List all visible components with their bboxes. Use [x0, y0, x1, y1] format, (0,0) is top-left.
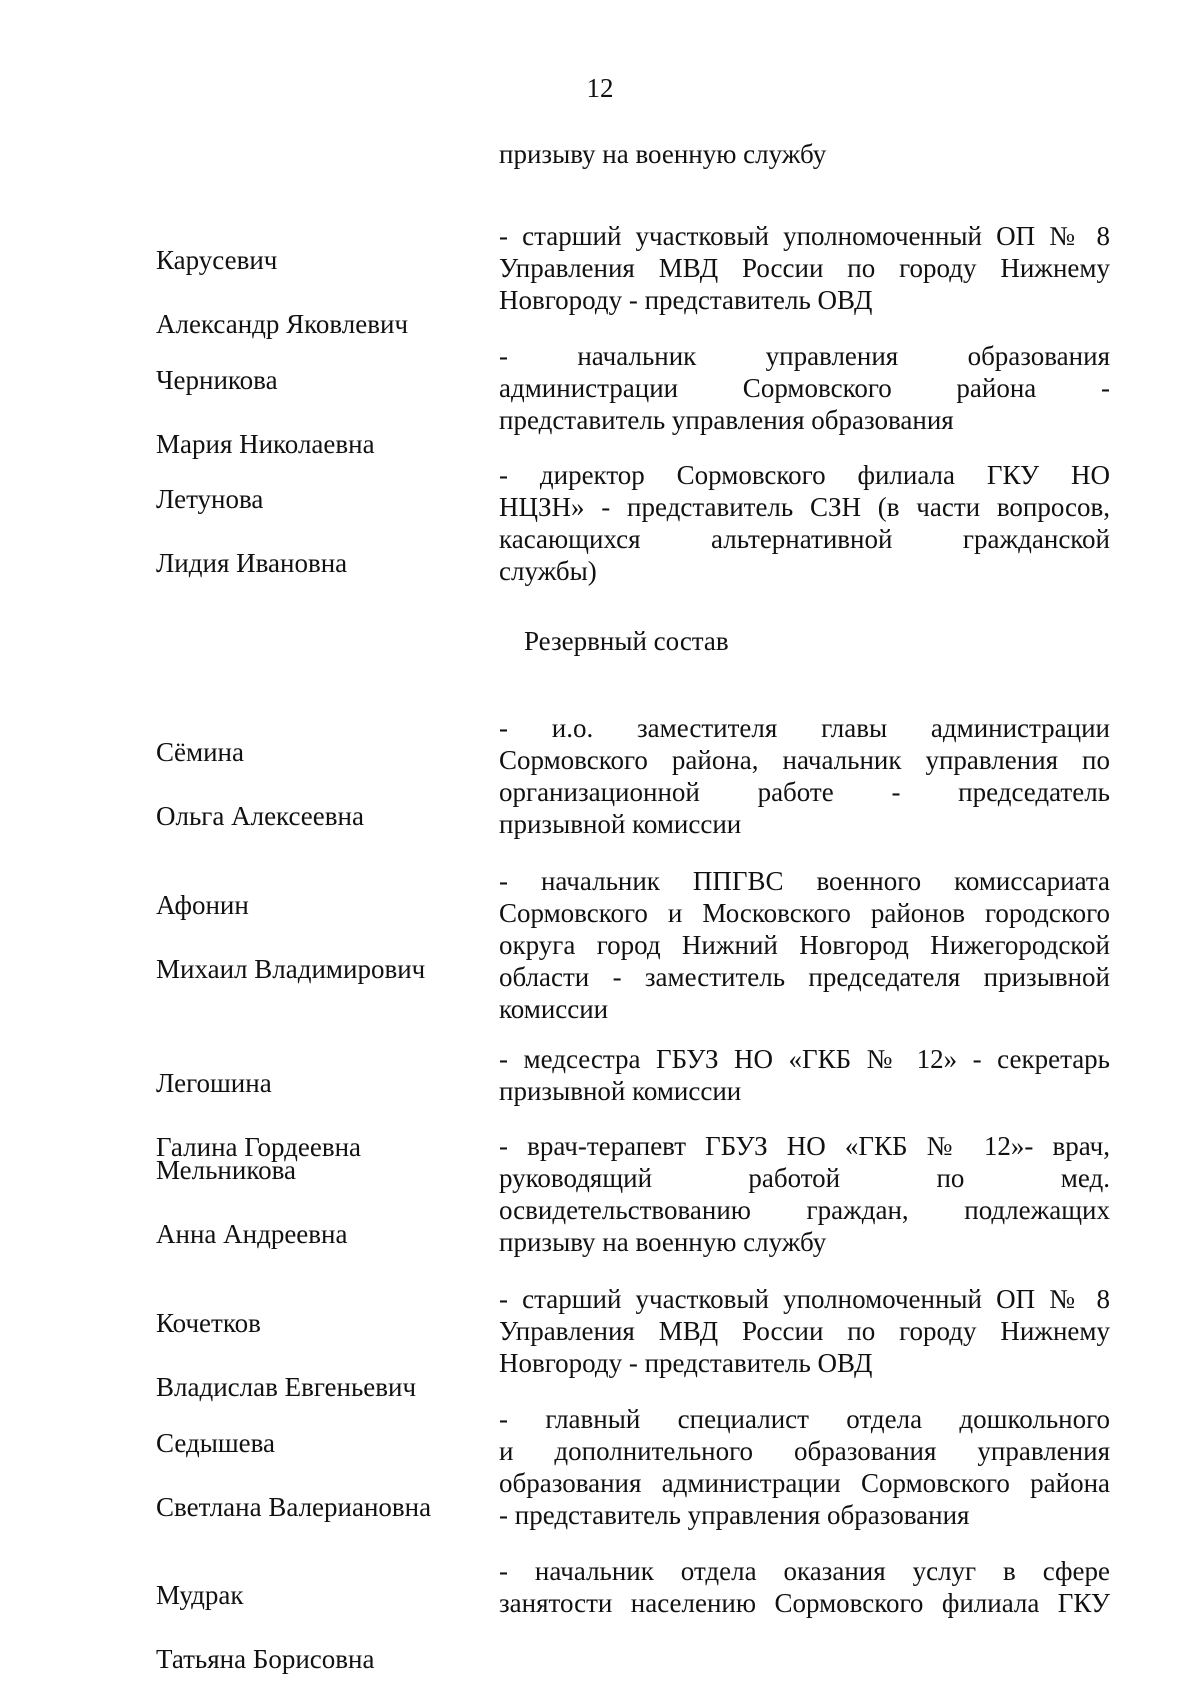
role-line: - начальник управления образования — [499, 341, 1110, 371]
role-line: Новгороду - представитель ОВД — [499, 1348, 873, 1378]
member-surname: Кочетков — [156, 1308, 261, 1338]
role-line: касающихся альтернативной гражданской — [499, 524, 1110, 554]
member-role — [499, 220, 1110, 316]
member-role — [499, 1130, 1110, 1258]
member-name — [156, 1122, 486, 1282]
member-surname: Афонин — [156, 890, 249, 920]
role-line: Новгороду - представитель ОВД — [499, 285, 873, 315]
role-line: руководящий работой по мед. — [499, 1163, 1110, 1193]
role-line: Сормовского района, начальник управления по — [499, 745, 1110, 775]
role-line: администрации Сормовского района - — [499, 373, 1110, 403]
member-surname: Летунова — [156, 484, 264, 514]
member-role — [499, 1403, 1110, 1531]
role-line: Сормовского и Московского районов городского — [499, 898, 1110, 928]
member-given-name: Александр Яковлевич — [156, 309, 409, 339]
role-line: призывной комиссии — [499, 1076, 742, 1106]
member-role — [499, 459, 1110, 587]
member-surname: Черникова — [156, 365, 278, 395]
member-given-name: Мария Николаевна — [156, 429, 375, 459]
member-name — [156, 1395, 486, 1555]
member-role — [499, 1283, 1110, 1379]
role-line: - старший участковый уполномоченный ОП № 8 — [499, 1284, 1110, 1314]
role-line: - главный специалист отдела дошкольного — [499, 1404, 1110, 1434]
member-surname: Сёмина — [156, 737, 244, 767]
member-name — [156, 704, 486, 864]
member-given-name: Ольга Алексеевна — [156, 801, 364, 831]
role-line: представитель управления образования — [499, 405, 954, 435]
role-line: области - заместитель председателя призывной — [499, 962, 1110, 992]
member-name — [156, 857, 486, 1017]
role-line: - директор Сормовского филиала ГКУ НО — [499, 460, 1110, 490]
role-line: призывной комиссии — [499, 809, 742, 839]
role-line: образования администрации Сормовского района — [499, 1468, 1110, 1498]
member-surname: Седышева — [156, 1428, 275, 1458]
role-line: освидетельствованию граждан, подлежащих — [499, 1195, 1110, 1225]
role-line: и дополнительного образования управления — [499, 1436, 1110, 1466]
member-given-name: Анна Андреевна — [156, 1219, 348, 1249]
role-line: - врач-терапевт ГБУЗ НО «ГКБ № 12»- врач, — [499, 1131, 1110, 1161]
member-surname: Карусевич — [156, 245, 278, 275]
member-surname: Мельникова — [156, 1155, 296, 1185]
role-line: округа город Нижний Новгород Нижегородской — [499, 930, 1110, 960]
member-given-name: Владислав Евгеньевич — [156, 1372, 417, 1402]
role-line: призыву на военную службу — [499, 1227, 827, 1257]
role-line: - старший участковый уполномоченный ОП № 8 — [499, 221, 1110, 251]
member-given-name: Лидия Ивановна — [156, 548, 348, 578]
role-line: Управления МВД России по городу Нижнему — [499, 1316, 1110, 1346]
member-name — [156, 1547, 486, 1707]
member-given-name: Светлана Валериановна — [156, 1492, 432, 1522]
member-role — [499, 1555, 1110, 1619]
role-line: - представитель управления образования — [499, 1500, 970, 1530]
page-number: 12 — [586, 73, 614, 103]
member-role — [499, 865, 1110, 1025]
member-surname: Легошина — [156, 1068, 272, 1098]
member-surname: Мудрак — [156, 1580, 244, 1610]
role-line: - начальник отдела оказания услуг в сфере — [499, 1556, 1110, 1586]
member-name — [156, 451, 486, 611]
role-line: - начальник ППГВС военного комиссариата — [499, 866, 1110, 896]
member-given-name: Михаил Владимирович — [156, 954, 426, 984]
section-title-reserve: Резервный состав — [524, 626, 729, 656]
role-line: - и.о. заместителя главы администрации — [499, 713, 1110, 743]
continued-text: призыву на военную службу — [499, 139, 827, 169]
member-given-name: Татьяна Борисовна — [156, 1644, 375, 1674]
role-line: - медсестра ГБУЗ НО «ГКБ № 12» - секретарь — [499, 1044, 1110, 1074]
role-line: НЦЗН» - представитель СЗН (в части вопросов, — [499, 492, 1110, 522]
role-line: службы) — [499, 556, 597, 586]
role-line: комиссии — [499, 994, 609, 1024]
role-line: организационной работе - председатель — [499, 777, 1110, 807]
role-line: занятости населению Сормовского филиала ГКУ — [499, 1588, 1110, 1618]
role-line: Управления МВД России по городу Нижнему — [499, 253, 1110, 283]
member-role — [499, 340, 1110, 436]
member-given-name: Галина Гордеевна — [156, 1132, 362, 1162]
member-role — [499, 712, 1110, 840]
member-role — [499, 1043, 1110, 1107]
